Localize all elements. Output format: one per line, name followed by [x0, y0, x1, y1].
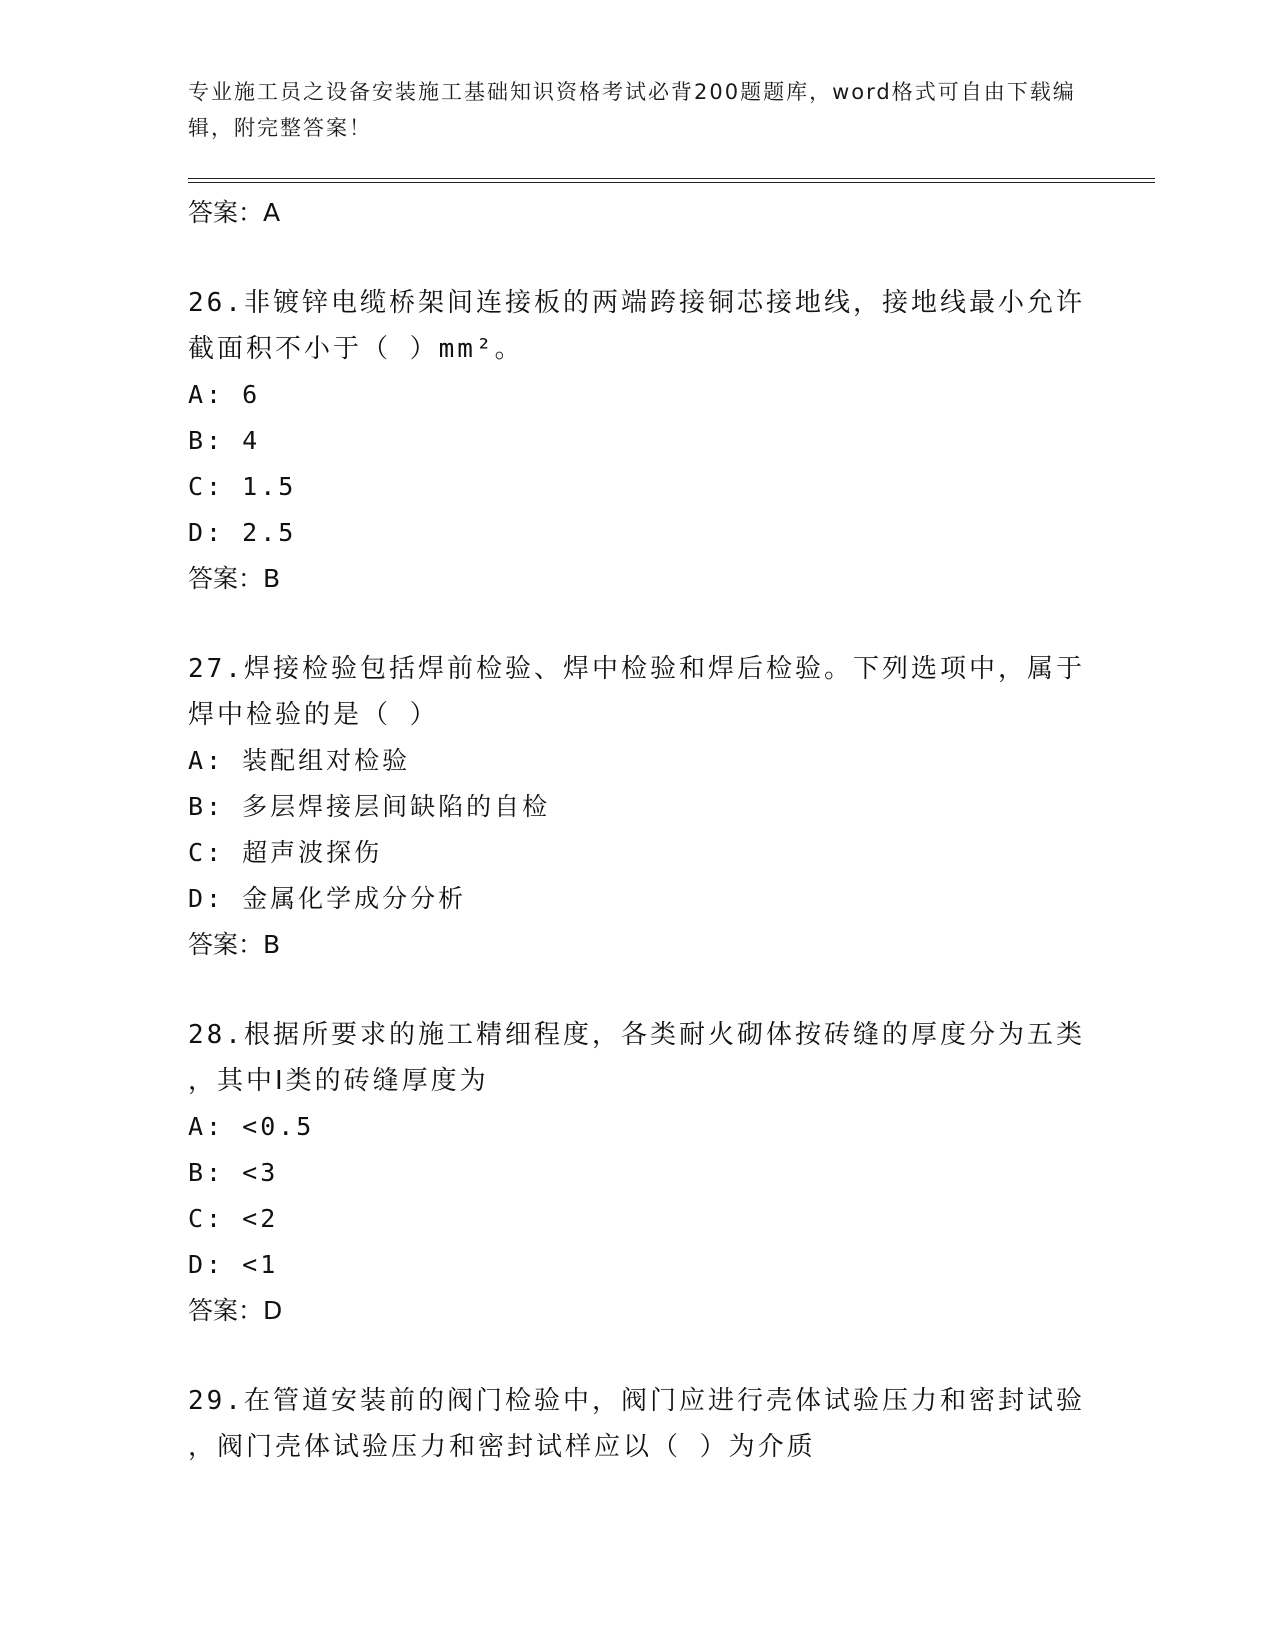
question-stem-line: ，阀门壳体试验压力和密封试样应以（ ）为介质	[188, 1432, 816, 1462]
question-27	[188, 646, 1088, 968]
option-c: C: <2	[188, 1204, 279, 1233]
question-28	[188, 1012, 1088, 1334]
option-b: B: <3	[188, 1158, 279, 1187]
question-stem-line: 焊中检验的是（ ）	[188, 700, 439, 730]
option-d: D: 2.5	[188, 518, 297, 547]
question-stem-line: 27.焊接检验包括焊前检验、焊中检验和焊后检验。下列选项中，属于	[188, 654, 1085, 684]
question-stem-line: 26.非镀锌电缆桥架间连接板的两端跨接铜芯接地线，接地线最小允许	[188, 288, 1085, 318]
option-d: D: 金属化学成分分析	[188, 884, 467, 913]
option-b: B: 多层焊接层间缺陷的自检	[188, 792, 551, 821]
option-a: A: 6	[188, 380, 261, 409]
question-stem-line: 29.在管道安装前的阀门检验中，阀门应进行壳体试验压力和密封试验	[188, 1386, 1085, 1416]
question-stem-line: ，其中Ⅰ类的砖缝厚度为	[188, 1066, 489, 1096]
option-a: A: 装配组对检验	[188, 746, 411, 775]
option-c: C: 1.5	[188, 472, 297, 501]
answer-line: 答案：B	[188, 564, 281, 593]
header-divider	[188, 178, 1155, 183]
question-26	[188, 280, 1088, 602]
option-a: A: <0.5	[188, 1112, 315, 1141]
question-stem-line: 28.根据所要求的施工精细程度，各类耐火砌体按砖缝的厚度分为五类	[188, 1020, 1085, 1050]
option-d: D: <1	[188, 1250, 279, 1279]
answer-line: 答案：D	[188, 1296, 283, 1325]
answer-line: 答案：B	[188, 930, 281, 959]
page-header: 专业施工员之设备安装施工基础知识资格考试必背200题题库，word格式可自由下载编辑，附完整答案！	[188, 80, 1076, 140]
answer-line: 答案：A	[188, 198, 281, 227]
question-list	[188, 190, 1088, 1514]
question-stem-line: 截面积不小于（ ）mm²。	[188, 334, 524, 364]
option-b: B: 4	[188, 426, 261, 455]
question-29	[188, 1378, 1088, 1470]
option-c: C: 超声波探伤	[188, 838, 383, 867]
